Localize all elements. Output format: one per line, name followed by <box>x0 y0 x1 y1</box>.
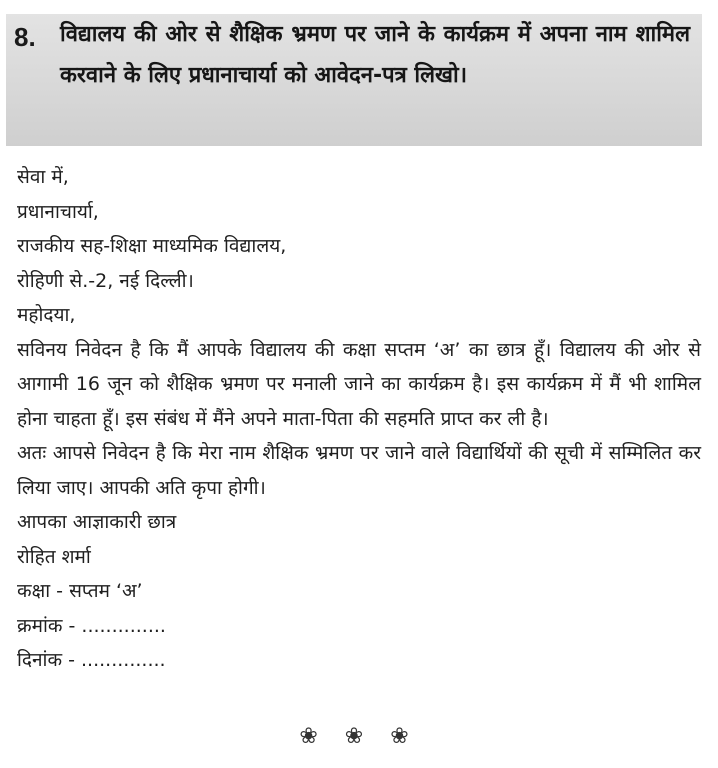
body-paragraph-1: सविनय निवेदन है कि मैं आपके विद्यालय की कक्षा सप्तम ‘अ’ का छात्र हूँ। विद्यालय की ओर से आगामी 16 जून को शैक्षिक भ्रमण पर मनाली जाने का कार्यक्रम है। इस कार्यक्रम में मैं भी शामिल होना चाहता हूँ। इस संबंध में मैंने अपने माता-पिता की सहमति प्राप्त कर ली है। <box>17 338 701 430</box>
school-address: रोहिणी से.-2, नई दिल्ली। <box>17 269 194 292</box>
flower-ornament-icon: ❀ ❀ ❀ <box>299 724 419 749</box>
roll-number: क्रमांक - .............. <box>17 614 166 637</box>
school-name: राजकीय सह-शिक्षा माध्यमिक विद्यालय, <box>17 235 287 257</box>
sender-name: रोहित शर्मा <box>17 545 91 568</box>
question-number: 8. <box>14 22 36 52</box>
greeting: महोदया, <box>17 304 76 326</box>
question-text: विद्यालय की ओर से शैक्षिक भ्रमण पर जाने के कार्यक्रम में अपना नाम शामिल करवाने के लिए प्रधानाचार्या को आवेदन-पत्र लिखो। <box>60 22 690 88</box>
letter-date: दिनांक - .............. <box>17 649 166 671</box>
recipient-title: प्रधानाचार्या, <box>17 200 99 223</box>
body-paragraph-2: अतः आपसे निवेदन है कि मेरा नाम शैक्षिक भ्रमण पर जाने वाले विद्यार्थियों की सूची में सम्मिलित कर लिया जाए। आपकी अति कृपा होगी। <box>17 442 701 499</box>
letter-body <box>17 160 701 678</box>
salutation-to: सेवा में, <box>17 166 69 188</box>
sender-class: कक्षा - सप्तम ‘अ’ <box>17 580 143 602</box>
closing: आपका आज्ञाकारी छात्र <box>17 511 177 533</box>
